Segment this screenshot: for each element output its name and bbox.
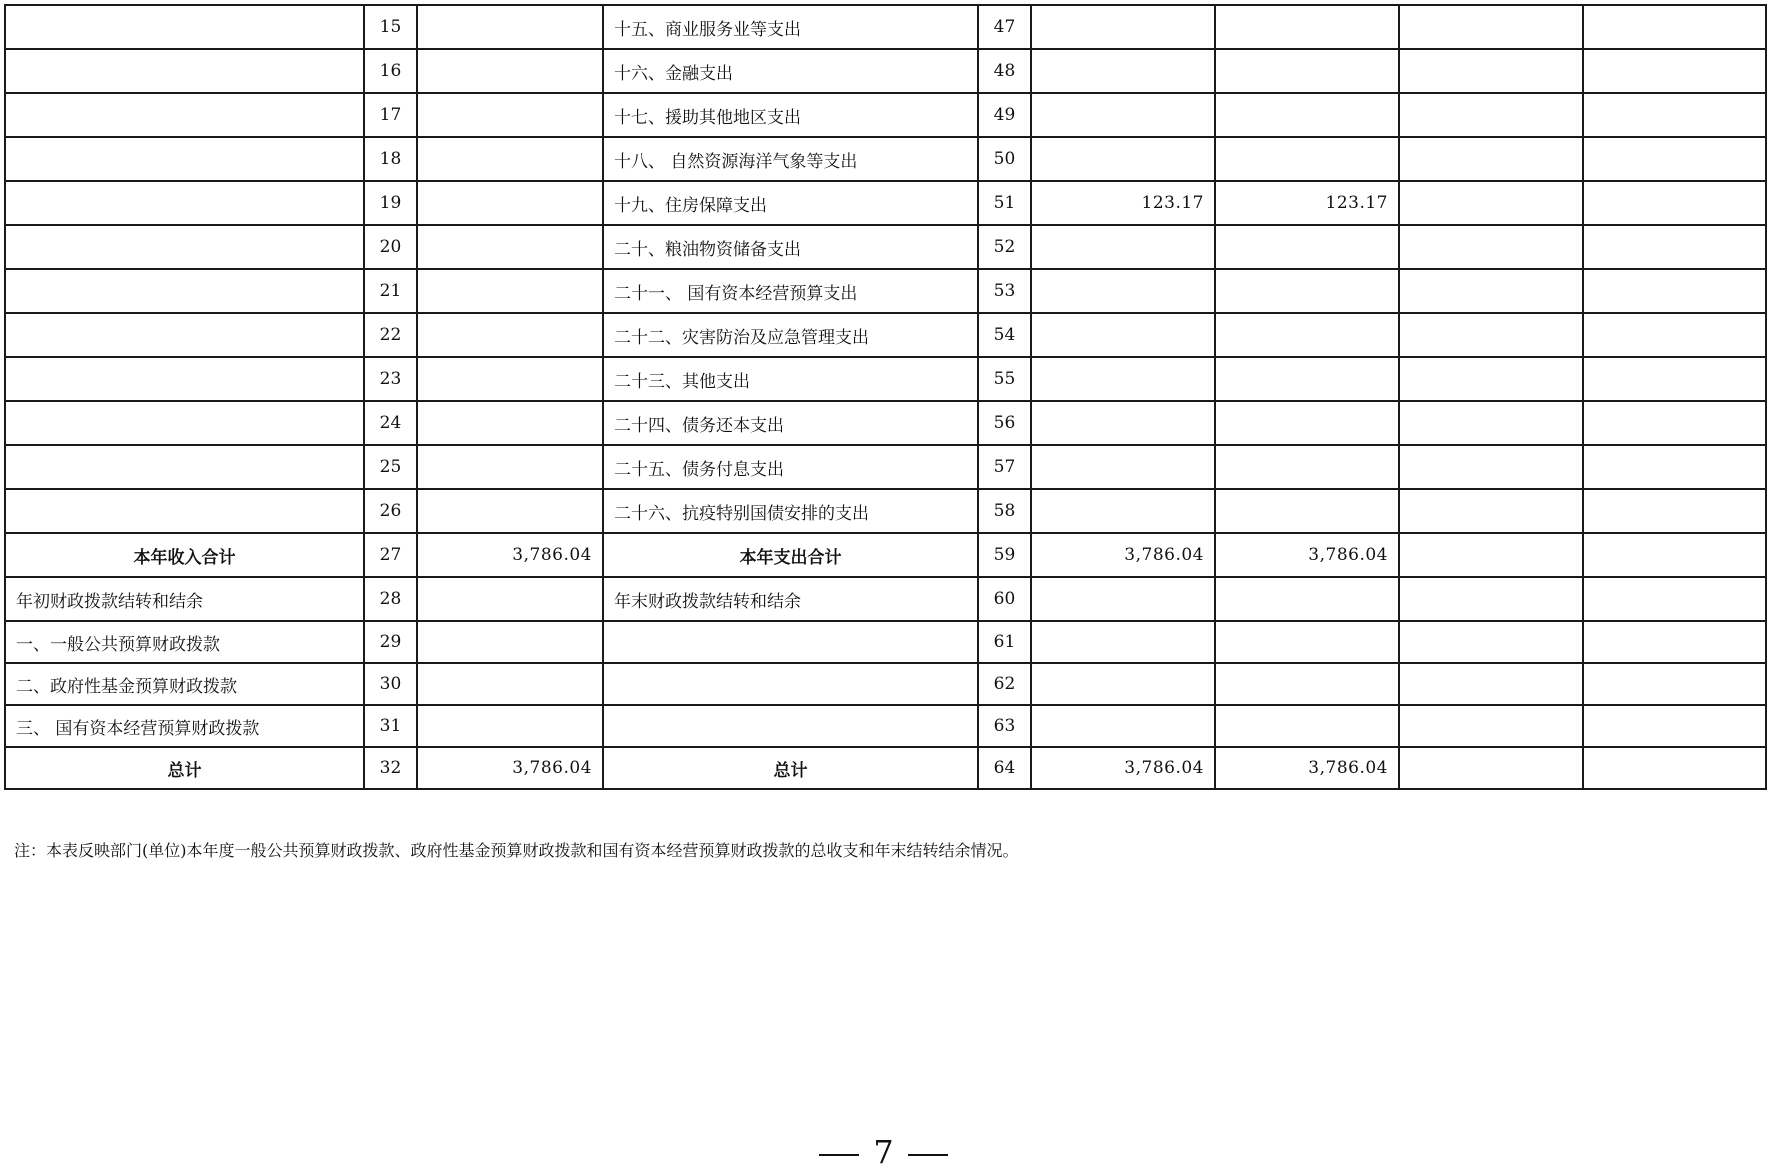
row-value-2 <box>1215 489 1399 533</box>
row-value-1 <box>1031 401 1215 445</box>
row-left-number: 21 <box>364 269 417 313</box>
page-number-value: 7 <box>873 1133 894 1171</box>
row-value-1: 3,786.04 <box>1031 533 1215 577</box>
row-right-label: 二十四、债务还本支出 <box>603 401 978 445</box>
row-left-number: 22 <box>364 313 417 357</box>
row-left-number: 31 <box>364 705 417 747</box>
row-right-number: 51 <box>978 181 1031 225</box>
row-right-number: 48 <box>978 49 1031 93</box>
row-value-4 <box>1583 137 1766 181</box>
row-right-label: 十九、住房保障支出 <box>603 181 978 225</box>
row-left-label <box>5 137 364 181</box>
row-right-number: 58 <box>978 489 1031 533</box>
row-left-label: 三、 国有资本经营预算财政拨款 <box>5 705 364 747</box>
row-value-4 <box>1583 445 1766 489</box>
row-right-number: 50 <box>978 137 1031 181</box>
row-value-3 <box>1399 401 1583 445</box>
row-value-2 <box>1215 357 1399 401</box>
row-value-3 <box>1399 93 1583 137</box>
row-left-label <box>5 49 364 93</box>
table-row <box>5 137 1766 181</box>
row-left-label <box>5 357 364 401</box>
row-left-number: 27 <box>364 533 417 577</box>
row-left-number: 24 <box>364 401 417 445</box>
row-value-4 <box>1583 49 1766 93</box>
row-value-3 <box>1399 313 1583 357</box>
table-row <box>5 269 1766 313</box>
row-value-3 <box>1399 357 1583 401</box>
row-left-label <box>5 313 364 357</box>
row-left-label: 二、政府性基金预算财政拨款 <box>5 663 364 705</box>
row-right-label: 本年支出合计 <box>603 533 978 577</box>
row-left-number: 32 <box>364 747 417 789</box>
row-left-label <box>5 489 364 533</box>
row-value-3 <box>1399 445 1583 489</box>
row-right-number: 62 <box>978 663 1031 705</box>
row-left-number: 18 <box>364 137 417 181</box>
table-row <box>5 621 1766 663</box>
row-value-1 <box>1031 705 1215 747</box>
row-value-2: 123.17 <box>1215 181 1399 225</box>
row-value-2 <box>1215 49 1399 93</box>
row-value-4 <box>1583 225 1766 269</box>
row-value-2 <box>1215 401 1399 445</box>
row-right-label <box>603 705 978 747</box>
row-right-number: 63 <box>978 705 1031 747</box>
row-value-1 <box>1031 357 1215 401</box>
table-row <box>5 49 1766 93</box>
row-value-1 <box>1031 49 1215 93</box>
table-row <box>5 313 1766 357</box>
row-right-number: 57 <box>978 445 1031 489</box>
row-left-amount <box>417 93 603 137</box>
row-left-amount <box>417 705 603 747</box>
row-value-1 <box>1031 577 1215 621</box>
table-row <box>5 401 1766 445</box>
row-value-1 <box>1031 269 1215 313</box>
row-left-amount <box>417 401 603 445</box>
table-row <box>5 357 1766 401</box>
row-left-label <box>5 93 364 137</box>
row-left-number: 17 <box>364 93 417 137</box>
row-right-number: 53 <box>978 269 1031 313</box>
row-left-amount <box>417 489 603 533</box>
row-right-number: 61 <box>978 621 1031 663</box>
row-right-label: 二十六、抗疫特别国债安排的支出 <box>603 489 978 533</box>
row-value-3 <box>1399 705 1583 747</box>
row-value-2 <box>1215 445 1399 489</box>
table-row <box>5 705 1766 747</box>
row-right-number: 59 <box>978 533 1031 577</box>
row-value-2 <box>1215 137 1399 181</box>
row-value-3 <box>1399 5 1583 49</box>
row-value-3 <box>1399 137 1583 181</box>
row-left-amount: 3,786.04 <box>417 747 603 789</box>
row-right-label: 总计 <box>603 747 978 789</box>
dash-right <box>908 1154 948 1156</box>
row-value-3 <box>1399 621 1583 663</box>
row-left-number: 20 <box>364 225 417 269</box>
row-right-label: 二十、粮油物资储备支出 <box>603 225 978 269</box>
row-left-label <box>5 401 364 445</box>
row-right-label: 十八、 自然资源海洋气象等支出 <box>603 137 978 181</box>
row-right-number: 56 <box>978 401 1031 445</box>
row-right-label <box>603 663 978 705</box>
row-left-amount: 3,786.04 <box>417 533 603 577</box>
table-row <box>5 225 1766 269</box>
table-row <box>5 445 1766 489</box>
row-value-1: 3,786.04 <box>1031 747 1215 789</box>
row-left-label: 本年收入合计 <box>5 533 364 577</box>
row-value-3 <box>1399 225 1583 269</box>
row-right-number: 49 <box>978 93 1031 137</box>
row-left-label <box>5 225 364 269</box>
row-value-2: 3,786.04 <box>1215 747 1399 789</box>
row-value-2 <box>1215 313 1399 357</box>
row-left-amount <box>417 5 603 49</box>
row-value-4 <box>1583 621 1766 663</box>
row-left-number: 29 <box>364 621 417 663</box>
row-value-3 <box>1399 663 1583 705</box>
row-right-label: 二十三、其他支出 <box>603 357 978 401</box>
row-value-2 <box>1215 663 1399 705</box>
table-row <box>5 747 1766 789</box>
row-left-amount <box>417 357 603 401</box>
row-value-4 <box>1583 5 1766 49</box>
row-left-amount <box>417 445 603 489</box>
row-left-label <box>5 181 364 225</box>
row-left-label: 一、一般公共预算财政拨款 <box>5 621 364 663</box>
row-right-label <box>603 621 978 663</box>
row-left-amount <box>417 577 603 621</box>
row-value-4 <box>1583 357 1766 401</box>
row-left-amount <box>417 269 603 313</box>
row-left-label <box>5 5 364 49</box>
row-value-2 <box>1215 621 1399 663</box>
row-value-1 <box>1031 445 1215 489</box>
row-left-number: 25 <box>364 445 417 489</box>
row-left-label: 年初财政拨款结转和结余 <box>5 577 364 621</box>
row-value-3 <box>1399 533 1583 577</box>
row-left-amount <box>417 49 603 93</box>
dash-left <box>819 1154 859 1156</box>
row-value-4 <box>1583 533 1766 577</box>
table-row <box>5 5 1766 49</box>
row-right-label: 十六、金融支出 <box>603 49 978 93</box>
row-value-2 <box>1215 5 1399 49</box>
row-right-number: 52 <box>978 225 1031 269</box>
row-value-4 <box>1583 577 1766 621</box>
row-left-amount <box>417 621 603 663</box>
row-left-number: 30 <box>364 663 417 705</box>
table-row <box>5 181 1766 225</box>
row-right-number: 64 <box>978 747 1031 789</box>
row-left-number: 16 <box>364 49 417 93</box>
row-right-number: 47 <box>978 5 1031 49</box>
row-value-1 <box>1031 663 1215 705</box>
row-value-4 <box>1583 747 1766 789</box>
row-value-1 <box>1031 225 1215 269</box>
row-value-4 <box>1583 663 1766 705</box>
row-value-2 <box>1215 225 1399 269</box>
row-value-3 <box>1399 269 1583 313</box>
row-left-number: 15 <box>364 5 417 49</box>
row-value-2 <box>1215 577 1399 621</box>
row-value-2 <box>1215 93 1399 137</box>
row-value-4 <box>1583 313 1766 357</box>
row-value-4 <box>1583 181 1766 225</box>
row-value-3 <box>1399 181 1583 225</box>
row-right-label: 年末财政拨款结转和结余 <box>603 577 978 621</box>
row-value-4 <box>1583 269 1766 313</box>
row-value-4 <box>1583 401 1766 445</box>
row-left-label: 总计 <box>5 747 364 789</box>
table-row <box>5 577 1766 621</box>
row-value-1 <box>1031 5 1215 49</box>
table-row <box>5 533 1766 577</box>
row-left-amount <box>417 663 603 705</box>
row-left-label <box>5 269 364 313</box>
table-row <box>5 663 1766 705</box>
row-value-1 <box>1031 137 1215 181</box>
row-left-number: 19 <box>364 181 417 225</box>
row-left-number: 28 <box>364 577 417 621</box>
row-right-number: 60 <box>978 577 1031 621</box>
row-right-label: 十七、援助其他地区支出 <box>603 93 978 137</box>
row-right-label: 二十二、灾害防治及应急管理支出 <box>603 313 978 357</box>
row-value-1: 123.17 <box>1031 181 1215 225</box>
row-left-amount <box>417 137 603 181</box>
row-right-label: 十五、商业服务业等支出 <box>603 5 978 49</box>
row-value-1 <box>1031 313 1215 357</box>
page-number <box>0 1133 1767 1171</box>
row-right-number: 55 <box>978 357 1031 401</box>
table-note: 注：本表反映部门(单位)本年度一般公共预算财政拨款、政府性基金预算财政拨款和国有资本经营预算财政拨款的总收支和年末结转结余情况。 <box>14 841 1019 860</box>
row-value-1 <box>1031 93 1215 137</box>
row-left-amount <box>417 181 603 225</box>
budget-table <box>4 4 1767 790</box>
row-right-number: 54 <box>978 313 1031 357</box>
row-value-3 <box>1399 747 1583 789</box>
row-value-1 <box>1031 621 1215 663</box>
row-value-3 <box>1399 489 1583 533</box>
row-value-3 <box>1399 49 1583 93</box>
row-left-label <box>5 445 364 489</box>
row-value-1 <box>1031 489 1215 533</box>
row-value-4 <box>1583 93 1766 137</box>
row-left-amount <box>417 313 603 357</box>
row-left-number: 23 <box>364 357 417 401</box>
row-value-4 <box>1583 489 1766 533</box>
row-right-label: 二十五、债务付息支出 <box>603 445 978 489</box>
row-right-label: 二十一、 国有资本经营预算支出 <box>603 269 978 313</box>
row-value-2: 3,786.04 <box>1215 533 1399 577</box>
row-value-2 <box>1215 705 1399 747</box>
row-value-2 <box>1215 269 1399 313</box>
row-value-3 <box>1399 577 1583 621</box>
row-left-number: 26 <box>364 489 417 533</box>
row-left-amount <box>417 225 603 269</box>
row-value-4 <box>1583 705 1766 747</box>
table-row <box>5 93 1766 137</box>
table-row <box>5 489 1766 533</box>
